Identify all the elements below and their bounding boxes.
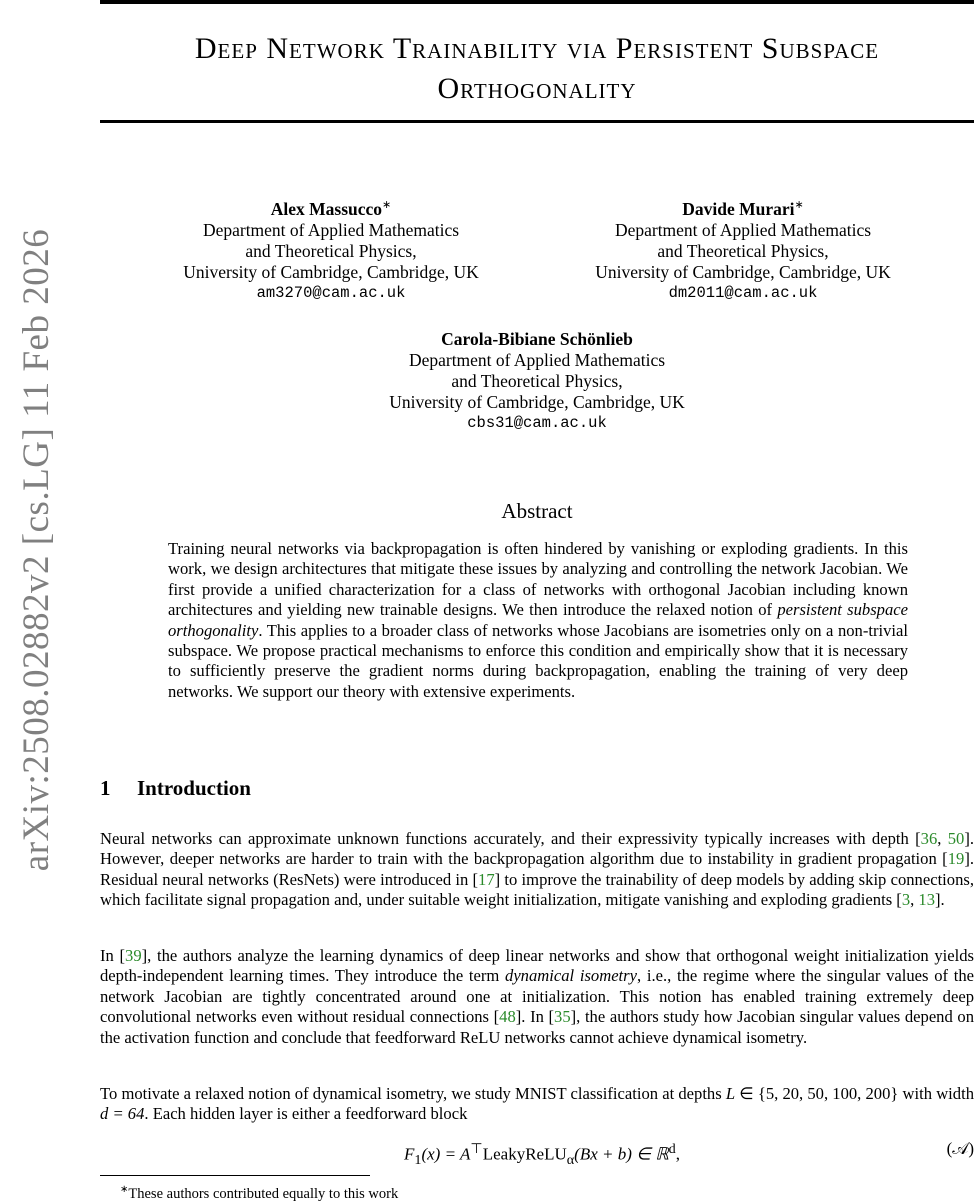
author-block-3 [366,329,708,434]
title-rule-bottom [100,120,974,123]
citation-link[interactable]: 13 [918,890,936,910]
abstract-emphasis: persistent subspace orthogonality [168,600,908,640]
equation-feedforward-block [100,1137,974,1172]
citation-link[interactable]: 36 [920,829,938,848]
author-affiliation: University of Cambridge, Cambridge, UK [595,261,891,282]
author-affiliation: Department of Applied Mathematics [202,219,460,240]
equation-tag: (𝒜) [946,1139,974,1158]
intro-paragraph-1: Neural networks can approximate unknown functions accurately, and their expressivity typically increases with depth [36, 50]. However, deeper networks are harder to train with the backpropagation algorithm due to instability in gradient propagation [19]. Residual neural networks (ResNets) were introduced in [17] to improve the trainability of deep models by adding skip connections, which facilitate signal propagation and, under suitable weight initialization, mitigate vanishing and exploding gradients [3, 13]. [100,829,974,910]
author-affiliation: University of Cambridge, Cambridge, UK [389,392,685,412]
title-rule-top [100,0,974,4]
citation-link[interactable]: 19 [947,849,965,869]
author-affiliation: and Theoretical Physics, [245,240,417,261]
citation-link[interactable]: 50 [947,829,965,848]
abstract-body: Training neural networks via backpropagation is often hindered by vanishing or exploding gradients. In this work, we design architectures that mitigate these issues by analyzing and controlling the network Jacobian. We first provide a unified characterization for a class of networks with orthogonal Jacobian including known architectures and yielding new trainable designs. We then introduce the relaxed notion of persistent subspace orthogonality. This applies to a broader class of networks whose Jacobians are isometries only on a non-trivial subspace. We propose practical mechanisms to enforce this condition and empirically show that it is necessary to sufficiently preserve the gradient norms during backpropagation, enabling the training of very deep networks. We support our theory with extensive experiments. [168,539,908,701]
author-affiliation: Department of Applied Mathematics [408,350,666,370]
abstract-heading: Abstract [501,499,573,523]
citation-link[interactable]: 39 [125,946,142,965]
author-name: Alex Massucco∗ [270,198,392,219]
section-heading [100,776,251,801]
footnote-rule [100,1175,370,1176]
citation-link[interactable]: 48 [499,1007,516,1027]
arxiv-identifier-stamp: arXiv:2508.02882v2 [cs.LG] 11 Feb 2026 [16,228,57,872]
citation-link[interactable]: 3 [901,890,911,910]
author-affiliation: and Theoretical Physics, [657,240,829,261]
author-block-1 [160,195,502,304]
citation-link[interactable]: 35 [554,1007,571,1027]
author-name: Carola-Bibiane Schönlieb [441,329,633,349]
title-line-2: Orthogonality [437,72,637,105]
intro-paragraph-2: In [39], the authors analyze the learning dynamics of deep linear networks and show that orthogonal weight initialization yields depth-independent learning times. They introduce the term dynamical isometry, i.e., the regime where the singular values of the network Jacobian are tightly concentrated around one at initialization. This notion has enabled training extremely deep convolutional networks even without residual connections [48]. In [35], the authors study how Jacobian singular values depend on the activation function and conclude that feedforward ReLU networks cannot achieve dynamical isometry. [100,946,974,1047]
author-name: Davide Murari∗ [682,198,804,219]
author-email[interactable]: cbs31@cam.ac.uk [467,414,607,432]
title-line-1: Deep Network Trainability via Persistent Subspace [194,32,880,65]
section-number: 1 [100,776,111,800]
author-email[interactable]: am3270@cam.ac.uk [256,283,406,302]
citation-link[interactable]: 17 [478,869,495,889]
equation-formula: $F_1(x)$ = A⊤LeakyReLU$_\alpha$(Bx + b) ∈ ℝ$^d$, [403,1141,680,1169]
author-affiliation: University of Cambridge, Cambridge, UK [183,261,479,282]
author-affiliation: Department of Applied Mathematics [614,219,872,240]
term-emphasis: dynamical isometry [505,966,637,986]
author-affiliation: and Theoretical Physics, [451,371,623,391]
author-email[interactable]: dm2011@cam.ac.uk [668,283,818,302]
author-block-2 [572,195,914,304]
intro-paragraph-3: To motivate a relaxed notion of dynamical isometry, we study MNIST classification at depths L ∈ {5, 20, 50, 100, 200} with width d = 64. Each hidden layer is either a feedforward block [100,1084,974,1124]
section-title: Introduction [137,776,251,800]
footnote: ∗These authors contributed equally to this work [120,1184,399,1202]
paper-title [100,29,974,109]
